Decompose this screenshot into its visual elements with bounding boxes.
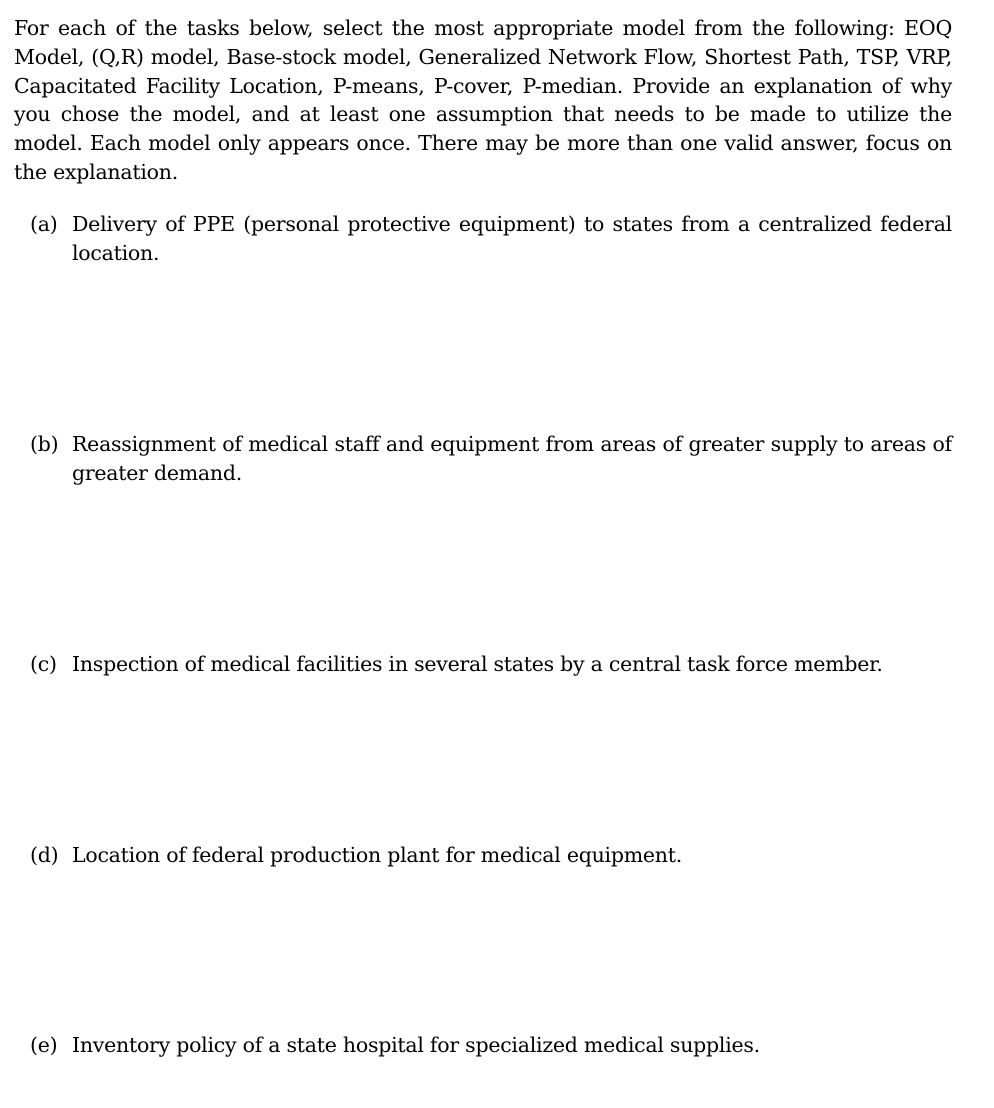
instructions-paragraph: For each of the tasks below, select the most appropriate model from the following: EOQ Model, (Q,R) model, Base-stock model, Generalized Network Flow, Shortest Path, TSP, VRP, Capacitated Facility Location, P-means, P-cover, P-median. Provide an explanation of why you chose the model, and at least one assumption that needs to be made to utilize the model. Each model only appears once. There may be more than one valid answer, focus on the explanation. [14, 16, 952, 184]
task-item-a [30, 210, 952, 268]
task-label: (e) [30, 1033, 58, 1057]
task-item-d [30, 841, 952, 870]
task-label: (d) [30, 843, 59, 867]
task-text: Reassignment of medical staff and equipment from areas of greater supply to areas of greater demand. [72, 432, 952, 485]
task-label: (b) [30, 432, 59, 456]
document-body [14, 14, 952, 1057]
task-item-c [30, 650, 952, 679]
task-text: Inventory policy of a state hospital for specialized medical supplies. [72, 1033, 760, 1057]
task-text: Location of federal production plant for medical equipment. [72, 843, 682, 867]
task-label: (a) [30, 212, 58, 236]
task-item-b [30, 430, 952, 488]
task-label: (c) [30, 652, 57, 676]
task-text: Delivery of PPE (personal protective equipment) to states from a centralized federal location. [72, 212, 952, 265]
task-text: Inspection of medical facilities in several states by a central task force member. [72, 652, 883, 676]
task-item-e [30, 1031, 952, 1060]
